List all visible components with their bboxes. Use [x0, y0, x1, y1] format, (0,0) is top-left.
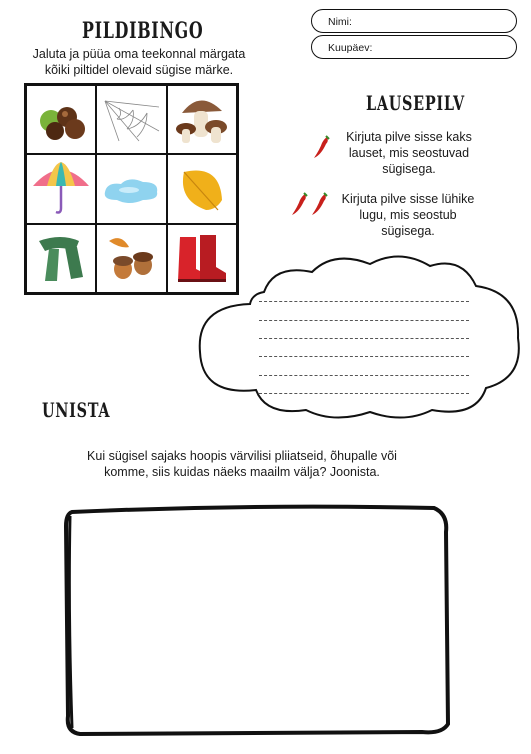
bingo-cell-scarf[interactable]	[26, 224, 96, 293]
name-label: Nimi:	[328, 16, 352, 28]
bingo-cell-mushrooms[interactable]	[167, 85, 237, 154]
writing-line[interactable]	[259, 393, 469, 394]
yellow-leaf-icon	[170, 160, 234, 218]
mushrooms-icon	[170, 91, 234, 149]
drawing-frame[interactable]	[62, 502, 454, 738]
writing-line[interactable]	[259, 320, 469, 321]
unista-title: UNISTA	[42, 398, 111, 422]
name-field[interactable]	[311, 9, 517, 33]
bingo-cell-puddle[interactable]	[96, 154, 166, 223]
date-field[interactable]	[311, 35, 517, 59]
scarf-icon	[29, 229, 93, 287]
puddle-icon	[99, 160, 163, 218]
task-two-sentences: Kirjuta pilve sisse kaks lauset, mis seostuvad sügisega.	[346, 130, 472, 176]
bingo-cell-spiderweb[interactable]	[96, 85, 166, 154]
unista-instruction: Kui sügisel sajaks hoopis värvilisi pliiatseid, õhupalle või komme, siis kuidas näeks maailm välja? Joonista.	[87, 449, 397, 479]
writing-line[interactable]	[259, 356, 469, 357]
bingo-instruction: Jaluta ja püüa oma teekonnal märgata kõiki piltidel olevaid sügise märke.	[32, 47, 246, 77]
bingo-cell-umbrella[interactable]	[26, 154, 96, 223]
acorns-icon	[99, 229, 163, 287]
task-short-story: Kirjuta pilve sisse lühike lugu, mis seostub sügisega.	[341, 192, 475, 238]
chili-pepper-icon	[311, 135, 333, 161]
writing-line[interactable]	[259, 375, 469, 376]
chestnuts-icon	[29, 91, 93, 149]
umbrella-icon	[29, 160, 93, 218]
bingo-cell-acorns[interactable]	[96, 224, 166, 293]
writing-cloud	[194, 246, 524, 424]
spiderweb-icon	[99, 91, 163, 149]
bingo-cell-leaf[interactable]	[167, 154, 237, 223]
bingo-title: PILDIBINGO	[82, 18, 204, 44]
writing-line[interactable]	[259, 301, 469, 302]
bingo-cell-chestnuts[interactable]	[26, 85, 96, 154]
lausepilv-title: LAUSEPILV	[366, 91, 465, 115]
two-chili-peppers-icon	[289, 192, 331, 218]
date-label: Kuupäev:	[328, 42, 373, 54]
writing-line[interactable]	[259, 338, 469, 339]
